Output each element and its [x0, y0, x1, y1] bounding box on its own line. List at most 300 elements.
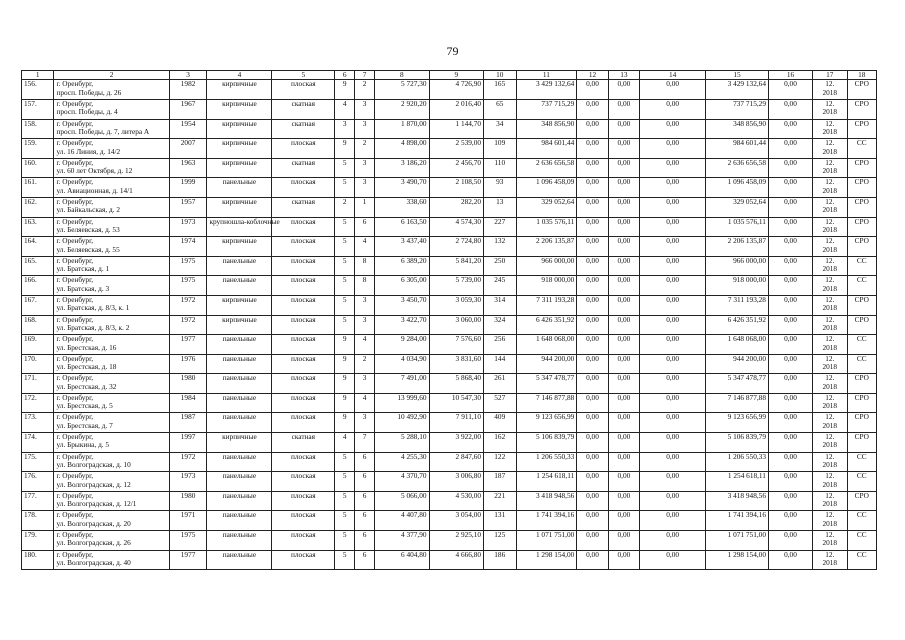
owners-funds-cell: 348 856,90 [706, 119, 769, 139]
walls-material-cell: панельные [207, 452, 272, 472]
living-area-cell: 4 574,30 [429, 217, 483, 237]
other-funds-cell: 0,00 [768, 511, 812, 531]
walls-material-cell: панельные [207, 413, 272, 433]
completion-year: 2018 [822, 322, 838, 332]
living-area-cell: 2 724,80 [429, 237, 483, 257]
fund-cell: 0,00 [577, 511, 608, 531]
residents-cell: 314 [484, 295, 516, 315]
entrances-cell: 6 [355, 491, 375, 511]
roof-type-cell: скатная [272, 119, 335, 139]
address-cell [54, 452, 169, 472]
entrances-cell: 2 [355, 80, 375, 100]
completion-year: 2018 [822, 479, 838, 489]
completion-year: 2018 [822, 499, 838, 509]
address-line: ул. Братская, д. 3 [56, 283, 110, 293]
completion-year: 2018 [822, 362, 838, 372]
residents-cell: 65 [484, 99, 516, 119]
roof-type-cell: плоская [272, 80, 335, 100]
fund-cell: 0,00 [640, 80, 706, 100]
total-area-cell: 9 284,00 [375, 335, 429, 355]
table-row [22, 295, 877, 315]
address-line: г. Оренбург, [56, 255, 94, 265]
roof-type-cell: плоская [272, 315, 335, 335]
table-row [22, 256, 877, 276]
other-funds-cell: 0,00 [768, 99, 812, 119]
entrances-cell: 3 [355, 119, 375, 139]
owners-funds-cell: 1 741 394,16 [706, 511, 769, 531]
column-header: 2 [54, 71, 169, 80]
entrances-cell: 3 [355, 374, 375, 394]
residents-cell: 221 [484, 491, 516, 511]
address-line: ул. Беляевская, д. 53 [56, 224, 120, 234]
row-number: 164. [22, 237, 54, 257]
fund-cell: 0,00 [608, 491, 639, 511]
owners-funds-cell: 737 715,29 [706, 99, 769, 119]
fund-cell: 0,00 [608, 256, 639, 276]
total-cost-cell: 2 636 656,58 [516, 158, 577, 178]
total-cost-cell: 6 426 351,92 [516, 315, 577, 335]
completion-date-cell [812, 99, 847, 119]
total-cost-cell: 1 741 394,16 [516, 511, 577, 531]
row-number: 163. [22, 217, 54, 237]
fund-cell: 0,00 [640, 237, 706, 257]
total-area-cell: 5 288,10 [375, 433, 429, 453]
roof-type-cell: плоская [272, 335, 335, 355]
row-number: 175. [22, 452, 54, 472]
completion-year: 2018 [822, 283, 838, 293]
address-line: ул. Брестская, д. 5 [56, 401, 113, 411]
owners-funds-cell: 6 426 351,92 [706, 315, 769, 335]
fund-cell: 0,00 [640, 472, 706, 492]
completion-date-cell [812, 531, 847, 551]
address-cell [54, 433, 169, 453]
address-line: ул. Брестская, д. 18 [56, 362, 117, 372]
address-line: г. Оренбург, [56, 353, 94, 363]
column-header: 17 [812, 71, 847, 80]
row-number: 156. [22, 80, 54, 100]
completion-date-cell [812, 433, 847, 453]
year-cell: 1984 [169, 393, 207, 413]
fund-cell: 0,00 [577, 354, 608, 374]
other-funds-cell: 0,00 [768, 413, 812, 433]
entrances-cell: 1 [355, 197, 375, 217]
fund-cell: 0,00 [577, 452, 608, 472]
residents-cell: 250 [484, 256, 516, 276]
completion-year: 2018 [822, 205, 838, 215]
living-area-cell: 5 739,00 [429, 276, 483, 296]
owners-funds-cell: 7 311 193,28 [706, 295, 769, 315]
table-row [22, 276, 877, 296]
roof-type-cell: скатная [272, 197, 335, 217]
address-cell [54, 491, 169, 511]
method-cell: СС [847, 139, 876, 159]
row-number: 171. [22, 374, 54, 394]
address-line: г. Оренбург, [56, 275, 94, 285]
completion-year: 2018 [822, 460, 838, 470]
fund-cell: 0,00 [577, 119, 608, 139]
entrances-cell: 3 [355, 158, 375, 178]
owners-funds-cell: 1 071 751,00 [706, 531, 769, 551]
address-line: ул. Брестская, д. 16 [56, 342, 117, 352]
method-cell: СРО [847, 295, 876, 315]
address-cell [54, 511, 169, 531]
table-row [22, 197, 877, 217]
fund-cell: 0,00 [608, 178, 639, 198]
address-cell [54, 295, 169, 315]
residents-cell: 409 [484, 413, 516, 433]
total-cost-cell: 2 206 135,87 [516, 237, 577, 257]
floors-cell: 9 [335, 393, 355, 413]
walls-material-cell: кирпичные [207, 237, 272, 257]
total-area-cell: 3 450,70 [375, 295, 429, 315]
row-number: 157. [22, 99, 54, 119]
fund-cell: 0,00 [640, 374, 706, 394]
living-area-cell: 10 547,30 [429, 393, 483, 413]
owners-funds-cell: 5 106 839,79 [706, 433, 769, 453]
other-funds-cell: 0,00 [768, 550, 812, 570]
entrances-cell: 3 [355, 295, 375, 315]
floors-cell: 4 [335, 99, 355, 119]
living-area-cell: 2 016,40 [429, 99, 483, 119]
address-line: г. Оренбург, [56, 451, 94, 461]
owners-funds-cell: 1 096 458,09 [706, 178, 769, 198]
fund-cell: 0,00 [577, 197, 608, 217]
column-header: 6 [335, 71, 355, 80]
walls-material-cell: кирпичные [207, 315, 272, 335]
total-cost-cell: 3 418 948,56 [516, 491, 577, 511]
completion-month: 12. [825, 118, 835, 128]
address-line: просп. Победы, д. 4 [56, 107, 118, 117]
total-cost-cell: 9 123 656,99 [516, 413, 577, 433]
completion-date-cell [812, 550, 847, 570]
row-number: 180. [22, 550, 54, 570]
method-cell: СС [847, 276, 876, 296]
address-line: г. Оренбург, [56, 549, 94, 559]
method-cell: СРО [847, 433, 876, 453]
completion-date-cell [812, 276, 847, 296]
table-row [22, 531, 877, 551]
other-funds-cell: 0,00 [768, 491, 812, 511]
table-row [22, 99, 877, 119]
completion-year: 2018 [822, 303, 838, 313]
address-cell [54, 139, 169, 159]
address-line: г. Оренбург, [56, 294, 94, 304]
completion-month: 12. [825, 490, 835, 500]
row-number: 167. [22, 295, 54, 315]
entrances-cell: 7 [355, 433, 375, 453]
living-area-cell: 3 831,60 [429, 354, 483, 374]
completion-month: 12. [825, 412, 835, 422]
owners-funds-cell: 984 601,44 [706, 139, 769, 159]
address-cell [54, 237, 169, 257]
floors-cell: 5 [335, 550, 355, 570]
year-cell: 1997 [169, 433, 207, 453]
other-funds-cell: 0,00 [768, 178, 812, 198]
fund-cell: 0,00 [608, 335, 639, 355]
row-number: 166. [22, 276, 54, 296]
total-area-cell: 3 437,40 [375, 237, 429, 257]
address-line: г. Оренбург, [56, 530, 94, 540]
completion-year: 2018 [822, 146, 838, 156]
roof-type-cell: скатная [272, 99, 335, 119]
completion-year: 2018 [822, 558, 838, 568]
floors-cell: 5 [335, 217, 355, 237]
completion-month: 12. [825, 255, 835, 265]
completion-month: 12. [825, 451, 835, 461]
fund-cell: 0,00 [640, 178, 706, 198]
address-line: г. Оренбург, [56, 157, 94, 167]
total-area-cell: 1 870,00 [375, 119, 429, 139]
fund-cell: 0,00 [608, 276, 639, 296]
walls-material-cell: кирпичные [207, 433, 272, 453]
roof-type-cell: плоская [272, 276, 335, 296]
column-header: 12 [577, 71, 608, 80]
completion-month: 12. [825, 79, 835, 89]
fund-cell: 0,00 [577, 80, 608, 100]
floors-cell: 3 [335, 119, 355, 139]
fund-cell: 0,00 [640, 511, 706, 531]
method-cell: СРО [847, 315, 876, 335]
total-cost-cell: 329 052,64 [516, 197, 577, 217]
method-cell: СРО [847, 237, 876, 257]
total-area-cell: 4 377,90 [375, 531, 429, 551]
entrances-cell: 4 [355, 393, 375, 413]
entrances-cell: 6 [355, 452, 375, 472]
total-area-cell: 4 034,90 [375, 354, 429, 374]
living-area-cell: 2 847,60 [429, 452, 483, 472]
total-area-cell: 6 404,80 [375, 550, 429, 570]
completion-year: 2018 [822, 126, 838, 136]
fund-cell: 0,00 [608, 511, 639, 531]
fund-cell: 0,00 [608, 433, 639, 453]
table-row [22, 511, 877, 531]
address-cell [54, 472, 169, 492]
completion-month: 12. [825, 314, 835, 324]
fund-cell: 0,00 [608, 452, 639, 472]
total-cost-cell: 1 648 068,00 [516, 335, 577, 355]
floors-cell: 5 [335, 491, 355, 511]
total-area-cell: 4 898,00 [375, 139, 429, 159]
completion-year: 2018 [822, 440, 838, 450]
fund-cell: 0,00 [608, 295, 639, 315]
floors-cell: 9 [335, 80, 355, 100]
row-number: 179. [22, 531, 54, 551]
fund-cell: 0,00 [608, 237, 639, 257]
fund-cell: 0,00 [608, 217, 639, 237]
roof-type-cell: плоская [272, 511, 335, 531]
fund-cell: 0,00 [640, 393, 706, 413]
roof-type-cell: плоская [272, 452, 335, 472]
address-line: ул. Волгоградская, д. 40 [56, 558, 131, 568]
floors-cell: 5 [335, 472, 355, 492]
fund-cell: 0,00 [640, 413, 706, 433]
owners-funds-cell: 3 429 132,64 [706, 80, 769, 100]
total-cost-cell: 1 298 154,00 [516, 550, 577, 570]
total-cost-cell: 984 601,44 [516, 139, 577, 159]
address-line: г. Оренбург, [56, 236, 94, 246]
walls-material-cell: панельные [207, 178, 272, 198]
total-area-cell: 3 186,20 [375, 158, 429, 178]
fund-cell: 0,00 [577, 276, 608, 296]
row-number: 159. [22, 139, 54, 159]
completion-date-cell [812, 237, 847, 257]
fund-cell: 0,00 [577, 178, 608, 198]
row-number: 178. [22, 511, 54, 531]
total-cost-cell: 737 715,29 [516, 99, 577, 119]
completion-year: 2018 [822, 87, 838, 97]
living-area-cell: 1 144,70 [429, 119, 483, 139]
fund-cell: 0,00 [640, 335, 706, 355]
table-row [22, 452, 877, 472]
walls-material-cell: панельные [207, 276, 272, 296]
total-area-cell: 10 492,90 [375, 413, 429, 433]
owners-funds-cell: 2 206 135,87 [706, 237, 769, 257]
owners-funds-cell: 1 254 618,11 [706, 472, 769, 492]
floors-cell: 5 [335, 531, 355, 551]
address-line: просп. Победы, д. 7, литера А [56, 126, 150, 136]
row-number: 160. [22, 158, 54, 178]
year-cell: 1987 [169, 413, 207, 433]
completion-month: 12. [825, 392, 835, 402]
completion-date-cell [812, 511, 847, 531]
floors-cell: 5 [335, 511, 355, 531]
entrances-cell: 8 [355, 276, 375, 296]
completion-month: 12. [825, 216, 835, 226]
other-funds-cell: 0,00 [768, 139, 812, 159]
fund-cell: 0,00 [608, 354, 639, 374]
address-line: просп. Победы, д. 26 [56, 87, 122, 97]
address-line: г. Оренбург, [56, 490, 94, 500]
roof-type-cell: плоская [272, 178, 335, 198]
entrances-cell: 6 [355, 217, 375, 237]
floors-cell: 5 [335, 452, 355, 472]
address-line: ул. Брыкина, д. 5 [56, 440, 110, 450]
column-header: 4 [207, 71, 272, 80]
address-line: ул. Волгоградская, д. 10 [56, 460, 131, 470]
year-cell: 1973 [169, 472, 207, 492]
method-cell: СРО [847, 119, 876, 139]
living-area-cell: 4 726,90 [429, 80, 483, 100]
method-cell: СРО [847, 80, 876, 100]
residents-cell: 162 [484, 433, 516, 453]
entrances-cell: 2 [355, 354, 375, 374]
method-cell: СС [847, 256, 876, 276]
fund-cell: 0,00 [577, 374, 608, 394]
fund-cell: 0,00 [608, 197, 639, 217]
row-number: 177. [22, 491, 54, 511]
table-row [22, 491, 877, 511]
other-funds-cell: 0,00 [768, 276, 812, 296]
total-cost-cell: 5 347 478,77 [516, 374, 577, 394]
address-cell [54, 393, 169, 413]
other-funds-cell: 0,00 [768, 256, 812, 276]
completion-month: 12. [825, 353, 835, 363]
address-cell [54, 256, 169, 276]
entrances-cell: 4 [355, 237, 375, 257]
fund-cell: 0,00 [640, 315, 706, 335]
column-header: 14 [640, 71, 706, 80]
table-row [22, 413, 877, 433]
walls-material-cell: панельные [207, 550, 272, 570]
completion-year: 2018 [822, 538, 838, 548]
address-line: г. Оренбург, [56, 79, 94, 89]
floors-cell: 9 [335, 413, 355, 433]
completion-date-cell [812, 472, 847, 492]
fund-cell: 0,00 [577, 491, 608, 511]
other-funds-cell: 0,00 [768, 531, 812, 551]
completion-date-cell [812, 295, 847, 315]
address-cell [54, 413, 169, 433]
fund-cell: 0,00 [577, 433, 608, 453]
table-row [22, 315, 877, 335]
roof-type-cell: скатная [272, 433, 335, 453]
table-row [22, 158, 877, 178]
completion-date-cell [812, 374, 847, 394]
fund-cell: 0,00 [640, 256, 706, 276]
address-line: ул. Брестская, д. 7 [56, 420, 113, 430]
entrances-cell: 6 [355, 472, 375, 492]
total-cost-cell: 966 000,00 [516, 256, 577, 276]
fund-cell: 0,00 [577, 315, 608, 335]
completion-year: 2018 [822, 224, 838, 234]
column-header: 15 [706, 71, 769, 80]
owners-funds-cell: 329 052,64 [706, 197, 769, 217]
walls-material-cell: кирпичные [207, 158, 272, 178]
fund-cell: 0,00 [640, 197, 706, 217]
method-cell: СС [847, 531, 876, 551]
completion-year: 2018 [822, 264, 838, 274]
address-cell [54, 99, 169, 119]
completion-year: 2018 [822, 244, 838, 254]
total-area-cell: 338,60 [375, 197, 429, 217]
floors-cell: 4 [335, 433, 355, 453]
address-cell [54, 531, 169, 551]
completion-year: 2018 [822, 401, 838, 411]
roof-type-cell: плоская [272, 472, 335, 492]
walls-material-cell: панельные [207, 354, 272, 374]
method-cell: СС [847, 354, 876, 374]
roof-type-cell: плоская [272, 491, 335, 511]
completion-month: 12. [825, 432, 835, 442]
table-row [22, 178, 877, 198]
roof-type-cell: плоская [272, 256, 335, 276]
address-cell [54, 158, 169, 178]
year-cell: 1972 [169, 452, 207, 472]
residents-cell: 186 [484, 550, 516, 570]
method-cell: СС [847, 511, 876, 531]
fund-cell: 0,00 [577, 158, 608, 178]
method-cell: СРО [847, 197, 876, 217]
completion-year: 2018 [822, 518, 838, 528]
floors-cell: 9 [335, 374, 355, 394]
column-header: 10 [484, 71, 516, 80]
walls-material-cell: кирпичные [207, 99, 272, 119]
fund-cell: 0,00 [640, 217, 706, 237]
other-funds-cell: 0,00 [768, 217, 812, 237]
row-number: 165. [22, 256, 54, 276]
total-area-cell: 6 305,00 [375, 276, 429, 296]
method-cell: СРО [847, 158, 876, 178]
address-cell [54, 119, 169, 139]
other-funds-cell: 0,00 [768, 119, 812, 139]
address-cell [54, 217, 169, 237]
method-cell: СРО [847, 178, 876, 198]
fund-cell: 0,00 [577, 217, 608, 237]
address-line: г. Оренбург, [56, 118, 94, 128]
column-header: 18 [847, 71, 876, 80]
living-area-cell: 7 576,60 [429, 335, 483, 355]
fund-cell: 0,00 [640, 276, 706, 296]
